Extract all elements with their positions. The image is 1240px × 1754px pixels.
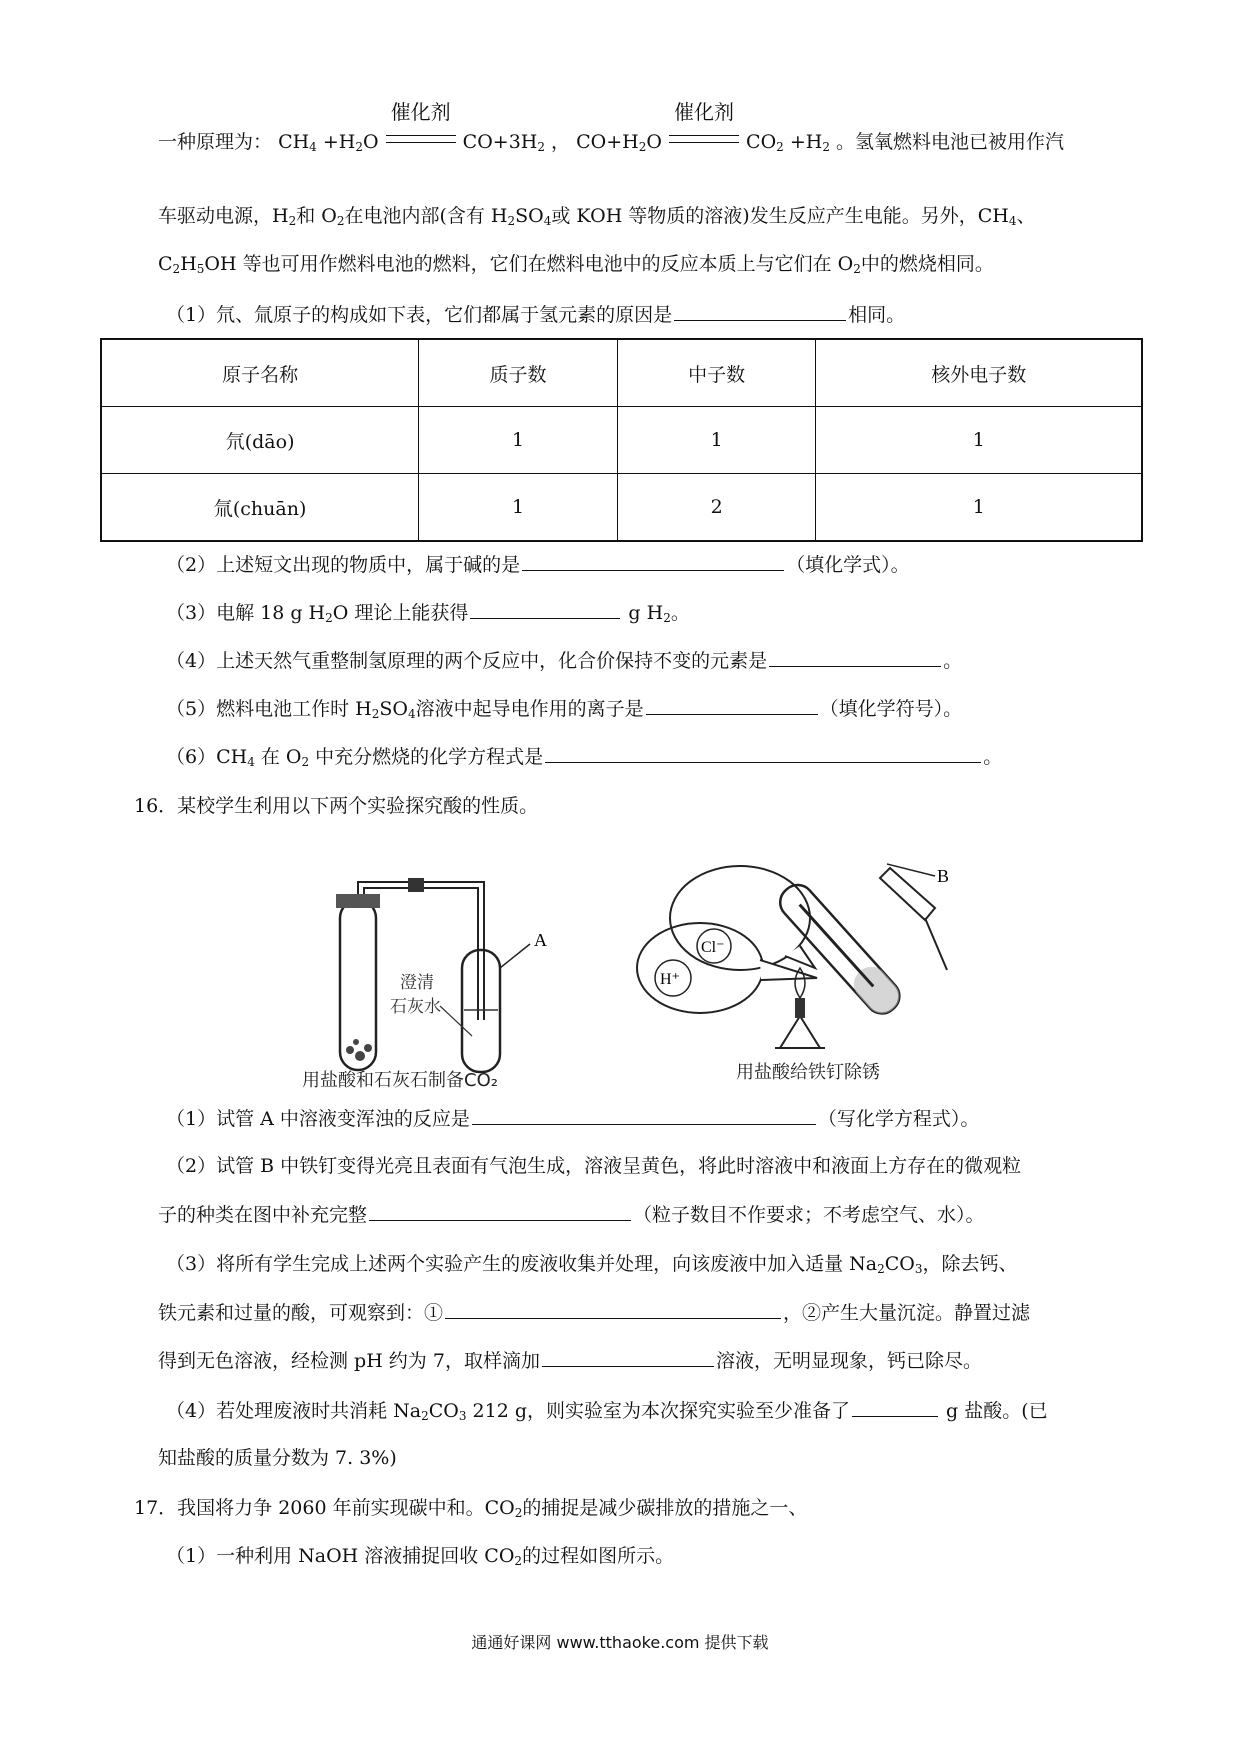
table-cell: 1 [419,407,618,474]
answer-blank[interactable] [769,646,941,667]
question-15-4: （4）上述天然气重整制氢原理的两个反应中，化合价保持不变的元素是 。 [166,646,962,675]
question-16-4-line1: （4）若处理废液时共消耗 $Na_2CO_3$ 212 g，则实验室为本次探究实验至少准备了 g 盐酸。(已 [166,1396,1048,1430]
answer-blank[interactable] [472,1104,816,1125]
equation-2-catalyst: 催化剂 [673,100,734,124]
rust-removal-figure [625,848,955,1083]
equation-separator: ， [551,131,571,153]
table-cell: 氚(chuān) [101,474,419,542]
question-16-2-line2: 子的种类在图中补充完整 （粒子数目不作要求；不考虑空气、水）。 [158,1200,985,1229]
answer-blank[interactable] [445,1298,781,1319]
equation-1-arrow [386,100,456,156]
table-header-row [101,339,1142,407]
table-header-cell: 原子名称 [101,339,419,407]
equation-2-left: $CO+H_2O$ [576,131,662,154]
question-16-3-line1: （3）将所有学生完成上述两个实验产生的废液收集并处理，向该废液中加入适量 $Na_2CO_3$，除去钙、 [166,1253,1018,1276]
table-cell: 2 [617,474,816,542]
question-16-4-line2: 知盐酸的质量分数为 7. 3%) [158,1447,397,1469]
equation-1-right: $CO+3H_2$ [462,131,545,154]
paragraph-1-tail: 。氢氧燃料电池已被用作汽 [836,131,1065,153]
table-header-cell: 质子数 [419,339,618,407]
question-17-stem: 17．我国将力争 2060 年前实现碳中和。$CO_2$的捕捉是减少碳排放的措施之一、 [134,1497,808,1520]
table-cell: 1 [617,407,816,474]
equation-2-arrow [669,100,739,156]
answer-blank[interactable] [542,1346,714,1367]
question-16-2-line1: （2）试管 B 中铁钉变得光亮且表面有气泡生成，溶液呈黄色，将此时溶液中和液面上方存在的微观粒 [166,1155,1022,1177]
tube-a-label: A [534,930,547,950]
limewater-label-line2: 石灰水 [390,997,441,1017]
question-15-2: （2）上述短文出现的物质中，属于碱的是 （填化学式）。 [166,550,910,579]
rust-figure-caption: 用盐酸给铁钉除锈 [736,1062,880,1083]
question-17-1: （1）一种利用 NaOH 溶液捕捉回收 $CO_2$的过程如图所示。 [166,1545,675,1568]
question-15-1: （1）氘、氚原子的构成如下表，它们都属于氢元素的原因是 相同。 [166,300,905,329]
question-15-3: （3）电解 18 g $H_2O$ 理论上能获得 g $H_2$。 [166,598,690,632]
co2-figure-caption: 用盐酸和石灰石制备CO₂ [302,1070,498,1091]
table-header-cell: 核外电子数 [816,339,1142,407]
answer-blank[interactable] [470,598,620,619]
question-16-3-line3: 得到无色溶液，经检测 pH 约为 7，取样滴加 溶液，无明显现象，钙已除尽。 [158,1346,982,1375]
paragraph-3: $C_2H_5OH$ 等也可用作燃料电池的燃料，它们在燃料电池中的反应本质上与它们在 $O_2$中的燃烧相同。 [158,253,994,276]
tube-b-label: B [937,866,950,886]
reaction-lead: 一种原理为： [158,131,273,153]
answer-blank[interactable] [369,1200,631,1221]
question-15-6: $(6)CH_4$ 在 $O_2$ 中充分燃烧的化学方程式是 。 [166,742,1002,776]
atom-composition-table [100,338,1143,542]
question-15-5: （5）燃料电池工作时 $H_2SO_4$溶液中起导电作用的离子是 （填化学符号）。 [166,694,962,728]
question-16-stem: 16．某校学生利用以下两个实验探究酸的性质。 [134,795,539,817]
equation-1-catalyst: 催化剂 [390,100,451,124]
table-row [101,474,1142,542]
answer-blank[interactable] [852,1396,938,1417]
equation-2-right: $CO_2 +H_2$ [746,131,830,154]
limewater-label-line1: 澄清 [400,973,434,993]
table-cell: 1 [419,474,618,542]
question-16-3-line2: 铁元素和过量的酸，可观察到：① ，②产生大量沉淀。静置过滤 [158,1298,1030,1327]
answer-blank[interactable] [674,300,846,321]
table-cell: 1 [816,407,1142,474]
table-cell: 氘(dāo) [101,407,419,474]
hydrogen-ion-label: H⁺ [660,971,680,988]
table-header-cell: 中子数 [617,339,816,407]
paragraph-2: 车驱动电源，$H_2$和 $O_2$在电池内部(含有 $H_2SO_4$或 KOH 等物质的溶液)发生反应产生电能。另外，$CH_4$、 [158,205,1036,228]
answer-blank[interactable] [522,550,784,571]
table-cell: 1 [816,474,1142,542]
paragraph-reaction-principle [158,100,1065,161]
chloride-ion-label: Cl⁻ [701,939,725,956]
table-row [101,407,1142,474]
equation-1-left: $CH_4 +H_2O$ [278,131,379,154]
co2-preparation-figure [290,860,560,1090]
question-16-1: （1）试管 A 中溶液变浑浊的反应是 （写化学方程式）。 [166,1104,979,1133]
answer-blank[interactable] [646,694,818,715]
answer-blank[interactable] [545,742,981,763]
page-footer: 通通好课网 www.tthaoke.com 提供下载 [471,1633,769,1652]
